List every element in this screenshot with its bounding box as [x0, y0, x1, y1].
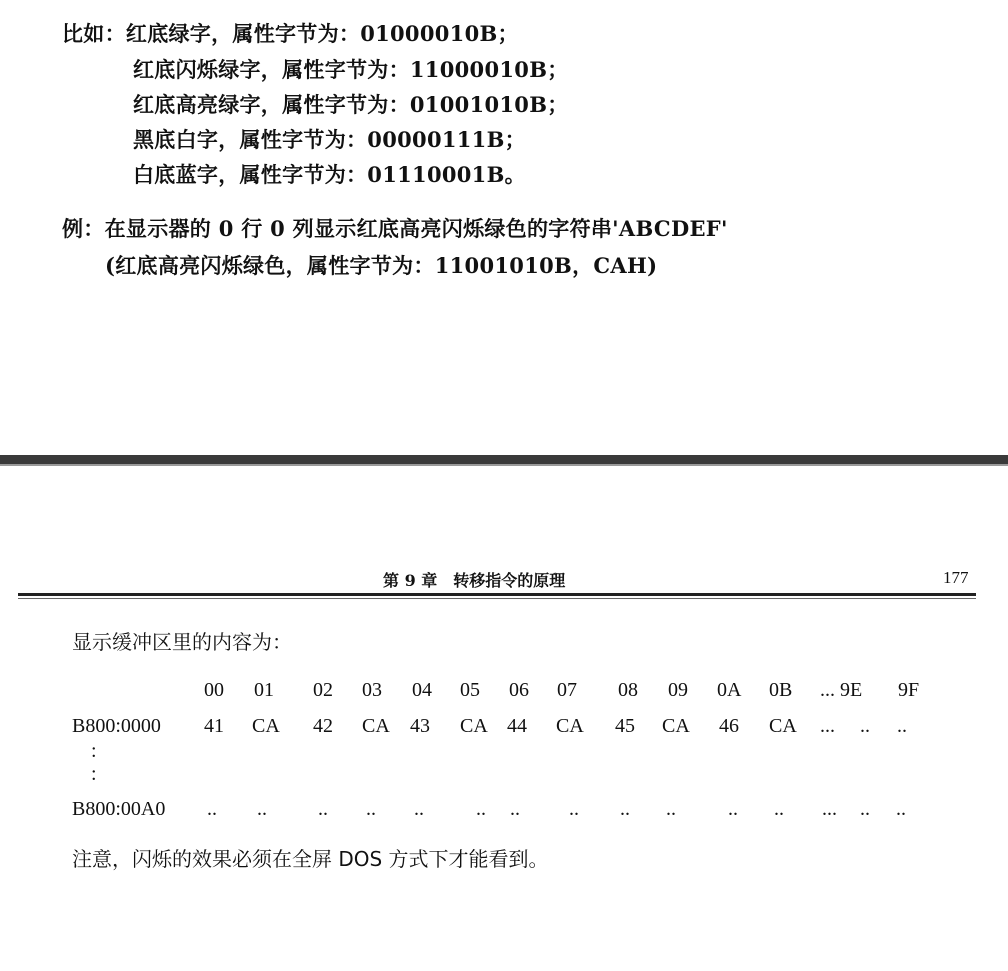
- byte-cell: ..: [896, 798, 906, 820]
- column-header: 9F: [898, 679, 920, 701]
- byte-cell: ..: [414, 798, 424, 820]
- byte-cell: 45: [615, 715, 635, 737]
- chapter-title: 第 9 章 转移指令的原理: [383, 571, 566, 590]
- row-address: B800:00A0: [72, 798, 166, 820]
- column-header: 03: [362, 679, 382, 701]
- byte-cell: ..: [897, 715, 907, 737]
- example-line-4: 黑底白字，属性字节为：00000111B；: [133, 127, 526, 152]
- byte-cell: ..: [569, 798, 579, 820]
- byte-cell: CA: [460, 715, 488, 737]
- column-header: 07: [557, 679, 577, 701]
- row-address: B800:0000: [72, 715, 161, 737]
- page-number: 177: [943, 568, 969, 587]
- column-header: 01: [254, 679, 274, 701]
- byte-cell: 46: [719, 715, 739, 737]
- column-header: 04: [412, 679, 432, 701]
- byte-cell: ..: [774, 798, 784, 820]
- buffer-intro: 显示缓冲区里的内容为：: [72, 630, 292, 654]
- task-line: 例：在显示器的 0 行 0 列显示红底高亮闪烁绿色的字符串'ABCDEF': [62, 216, 728, 241]
- byte-cell: ..: [257, 798, 267, 820]
- byte-cell: CA: [252, 715, 280, 737]
- column-header: 0A: [717, 679, 742, 701]
- ellipsis-mark: :: [91, 763, 97, 785]
- column-header: 00: [204, 679, 224, 701]
- column-header: 06: [509, 679, 529, 701]
- byte-cell: ..: [860, 715, 870, 737]
- byte-cell: ...: [820, 715, 835, 737]
- example-line-5: 白底蓝字，属性字节为：01110001B。: [133, 162, 526, 187]
- byte-cell: CA: [662, 715, 690, 737]
- task-attribute-line: (红底高亮闪烁绿色，属性字节为：11001010B，CAH): [105, 253, 658, 278]
- byte-cell: ..: [666, 798, 676, 820]
- byte-cell: ..: [620, 798, 630, 820]
- byte-cell: CA: [769, 715, 797, 737]
- example-line-2: 红底闪烁绿字，属性字节为：11000010B；: [133, 57, 569, 82]
- byte-cell: CA: [556, 715, 584, 737]
- column-header: ... 9E: [820, 679, 863, 701]
- column-header: 08: [618, 679, 638, 701]
- column-header: 0B: [769, 679, 793, 701]
- column-header: 05: [460, 679, 480, 701]
- byte-cell: ..: [728, 798, 738, 820]
- column-header: 02: [313, 679, 333, 701]
- section-divider-shadow: [0, 464, 1008, 466]
- byte-cell: ..: [510, 798, 520, 820]
- blink-note: 注意，闪烁的效果必须在全屏 DOS 方式下才能看到。: [72, 847, 549, 871]
- byte-cell: ..: [207, 798, 217, 820]
- column-header: 09: [668, 679, 688, 701]
- byte-cell: CA: [362, 715, 390, 737]
- example-line-1: 比如：红底绿字，属性字节为：01000010B；: [62, 21, 519, 46]
- byte-cell: 43: [410, 715, 430, 737]
- byte-cell: ..: [366, 798, 376, 820]
- byte-cell: 41: [204, 715, 224, 737]
- ellipsis-mark: :: [91, 740, 97, 762]
- section-divider: [0, 455, 1008, 464]
- byte-cell: ..: [318, 798, 328, 820]
- header-rule-thin: [18, 598, 976, 599]
- byte-cell: ..: [860, 798, 870, 820]
- example-line-3: 红底高亮绿字，属性字节为：01001010B；: [133, 92, 569, 117]
- header-rule: [18, 593, 976, 596]
- byte-cell: ..: [476, 798, 486, 820]
- byte-cell: 44: [507, 715, 527, 737]
- byte-cell: 42: [313, 715, 333, 737]
- byte-cell: ...: [822, 798, 837, 820]
- top-section: [0, 0, 1008, 455]
